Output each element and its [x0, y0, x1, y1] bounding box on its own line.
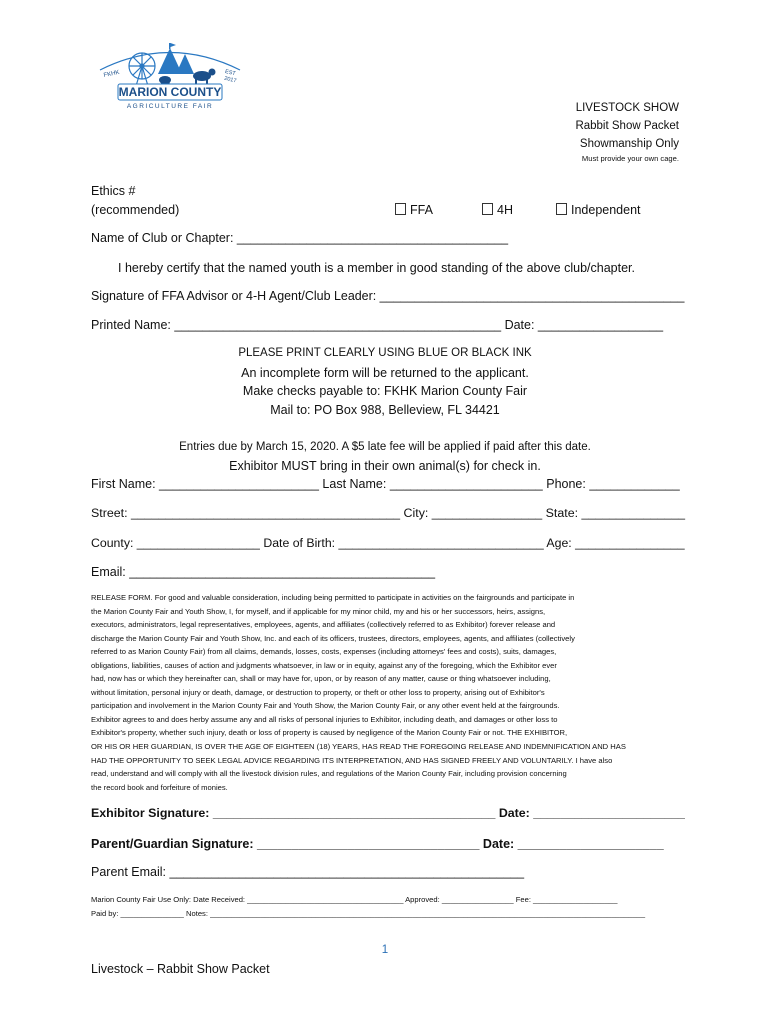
club-field[interactable]: Name of Club or Chapter: _______________________________________	[91, 231, 509, 245]
release-line: without limitation, personal injury or death, damage, or destruction to property, or theft or other loss to property, arising out of Exhibitor's	[91, 687, 545, 697]
instructions-line1: PLEASE PRINT CLEARLY USING BLUE OR BLACK INK	[238, 347, 532, 359]
release-line: read, understand and will comply with all the livestock division rules, and regulations of the Marion County Fair, including provision concerning	[91, 769, 567, 779]
header-line1: LIVESTOCK SHOW	[575, 102, 679, 114]
tent-icon	[158, 43, 194, 74]
checkbox-ffa[interactable]	[395, 203, 433, 217]
release-line: the Marion County Fair and Youth Show, I, for myself, and if applicable for my minor child, my and his or her successors, heirs, assigns,	[91, 606, 546, 616]
release-line: discharge the Marion County Fair and Youth Show, Inc. and each of its officers, trustees, directors, employees, agents, and affiliates (collectively	[91, 633, 575, 643]
fair-logo	[90, 40, 250, 115]
checkbox-4h[interactable]	[482, 203, 513, 217]
header-line2: Rabbit Show Packet	[575, 120, 679, 132]
header-note: Must provide your own cage.	[581, 154, 679, 163]
address-row[interactable]: Street: _______________________________________ City: ________________ State: _______________	[91, 506, 685, 520]
advisor-signature-field[interactable]: Signature of FFA Advisor or 4-H Agent/Club Leader: ____________________________________________	[91, 289, 685, 303]
office-use-line2: Paid by: _______________ Notes: _______________________________________________________________________________________________________	[91, 909, 646, 918]
checkbox-4h-label: 4H	[497, 203, 513, 217]
instructions-line3: Make checks payable to: FKHK Marion County Fair	[242, 384, 528, 398]
instructions-line2: An incomplete form will be returned to the applicant.	[241, 366, 529, 380]
entries-line1: Entries due by March 15, 2020. A $5 late fee will be applied if paid after this date.	[179, 441, 591, 453]
checkbox-independent[interactable]	[556, 203, 641, 217]
logo-est-line1: EST	[224, 68, 237, 78]
email-field[interactable]: Email: ____________________________________________	[91, 565, 436, 579]
release-line: Exhibitor's property, whether such injury, death or loss of property is caused by negligence of the Marion County Fair or not. THE EXHIBITOR,	[91, 728, 568, 738]
release-form	[91, 591, 681, 794]
checkbox-square-icon	[395, 203, 406, 215]
footer-title: Livestock – Rabbit Show Packet	[91, 962, 270, 976]
name-phone-row[interactable]: First Name: _______________________ Last Name: ______________________ Phone: _____________	[91, 477, 680, 491]
county-dob-age-row[interactable]: County: __________________ Date of Birth: ______________________________ Age: ________________	[91, 536, 685, 550]
release-line: HAD THE OPPORTUNITY TO SEEK LEGAL ADVICE REGARDING ITS INTERPRETATION, AND HAS SIGNED FREELY AND VOLUNTARILY. I have also	[91, 755, 613, 765]
logo-name-line1: MARION COUNTY	[118, 85, 222, 99]
release-line: had, now has or which they hereinafter can, shall or may have for, upon, or by reason of any matter, cause or thing whatsoever including,	[91, 674, 551, 684]
certify-statement: I hereby certify that the named youth is a member in good standing of the above club/chapter.	[118, 261, 635, 275]
release-line: the record book and forfeiture of monies.	[91, 782, 228, 792]
checkbox-independent-label: Independent	[571, 203, 641, 217]
entries-line2: Exhibitor MUST bring in their own animal(s) for check in.	[229, 459, 541, 473]
release-line: OR HIS OR HER GUARDIAN, IS OVER THE AGE OF EIGHTEEN (18) YEARS, HAS READ THE FOREGOING RELEASE AND INDEMNIFICATION AND HAS	[91, 742, 626, 752]
release-line: executors, administrators, legal representatives, employees, agents, and affiliates (collectively referred to as Exhibitor) forever release and	[91, 620, 556, 630]
exhibitor-signature-field[interactable]: Exhibitor Signature: _________________________________________ Date: ______________________	[91, 806, 685, 820]
release-line: obligations, liabilities, causes of action and judgments whatsoever, in law or in equity, against any of the foregoing, which the Exhibitor ever	[91, 660, 557, 670]
header-line3: Showmanship Only	[579, 138, 679, 150]
office-use-line1: Marion County Fair Use Only: Date Received: _____________________________________ Approved: _________________ Fee: ____________________	[91, 895, 618, 904]
checkbox-ffa-label: FFA	[410, 203, 433, 217]
printed-name-field[interactable]: Printed Name: _______________________________________________ Date: __________________	[91, 318, 664, 332]
release-line: participation and involvement in the Marion County Fair and Youth Show, the Marion County Fair, or any other event held at the fairgrounds.	[91, 701, 560, 711]
ethics-label: Ethics #	[91, 184, 136, 198]
parent-email-field[interactable]: Parent Email: ___________________________________________________	[91, 865, 525, 879]
guardian-signature-field[interactable]: Parent/Guardian Signature: ________________________________ Date: _____________________	[91, 837, 664, 851]
release-line: RELEASE FORM. For good and valuable consideration, including being permitted to participate in activities on the fairgrounds and participate in	[91, 593, 575, 602]
checkbox-square-icon	[482, 203, 493, 215]
logo-est-line2: 2017	[223, 75, 237, 85]
fair-logo-graphic	[90, 40, 250, 115]
ethics-recommended: (recommended)	[91, 203, 180, 217]
release-line: Exhibitor agrees to and does herby assume any and all risks of personal injuries to Exhibitor, including death, and damages or other loss to	[91, 714, 558, 724]
instructions-line4: Mail to: PO Box 988, Belleview, FL 34421	[270, 403, 500, 417]
logo-name-line2: AGRICULTURE FAIR	[126, 103, 214, 110]
page-number: 1	[381, 944, 389, 956]
logo-left-text: FKHK	[103, 69, 121, 79]
release-line: referred to as Marion County Fair) from all claims, demands, losses, costs, expenses (including attorneys' fees and costs), suits, damages,	[91, 647, 557, 657]
checkbox-square-icon	[556, 203, 567, 215]
